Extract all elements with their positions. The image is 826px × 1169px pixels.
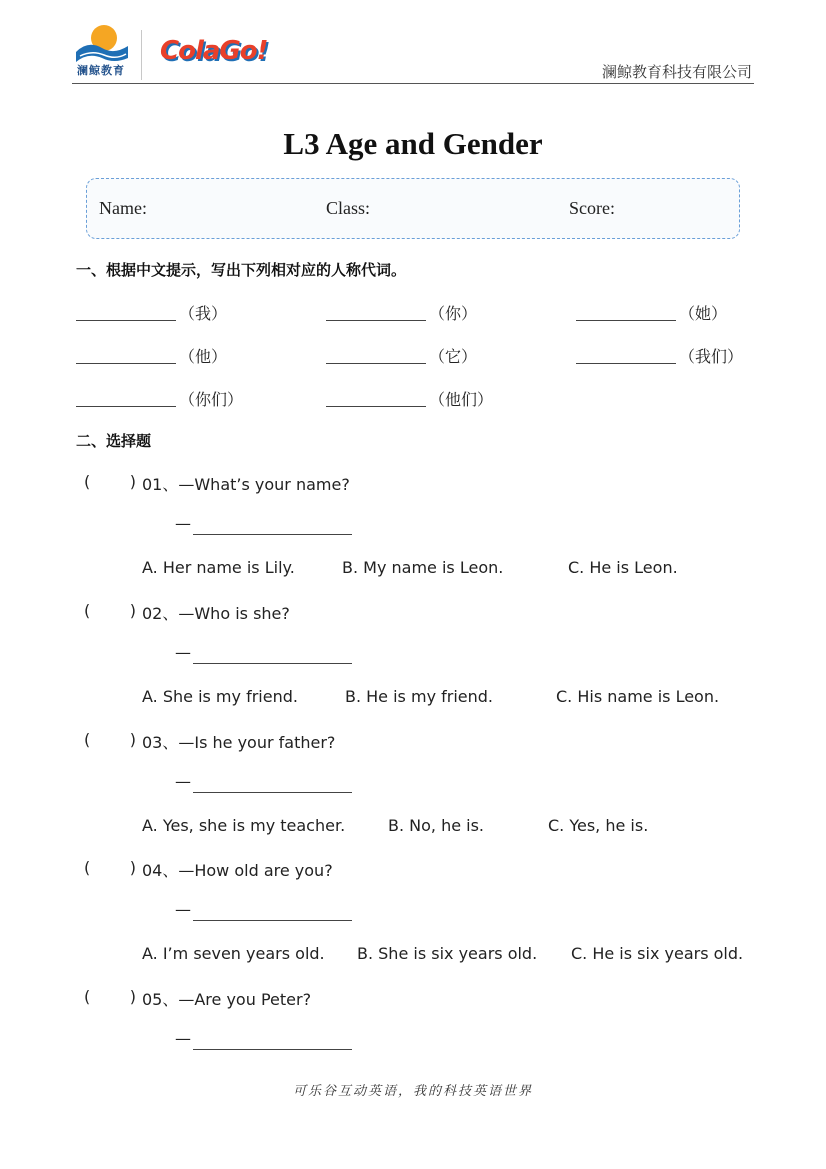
colago-logo-text: ColaGo! [160,36,268,66]
company-name: 澜鲸教育科技有限公司 [601,63,752,81]
pronoun-hint: （你） [429,304,478,323]
pronoun-hint: （他们） [429,390,494,409]
bracket-close: ) [129,730,136,749]
name-field-label[interactable]: Name: [99,198,147,218]
bracket-close: ) [129,858,136,877]
answer-bracket[interactable] [84,601,136,620]
option-c: C. Yes, he is. [548,816,649,835]
pronoun-blank[interactable] [76,406,176,407]
option-c: C. He is six years old. [571,944,744,963]
lanjing-logo-text: 澜鲸教育 [77,64,125,77]
pronoun-hint: （我） [179,304,228,323]
footer-slogan: 可乐谷互动英语，我的科技英语世界 [292,1084,533,1099]
answer-dash: — [175,514,191,533]
answer-line[interactable] [193,534,352,535]
pronoun-hint: （我们） [679,347,744,366]
question-stem: 03、—Is he your father? [142,733,336,752]
pronoun-hint: （你们） [179,390,244,409]
pronoun-blank[interactable] [76,363,176,364]
answer-bracket[interactable] [84,987,136,1006]
pronoun-blank[interactable] [576,320,676,321]
option-a: A. Her name is Lily. [142,558,295,577]
question-stem: 04、—How old are you? [142,861,333,880]
option-a: A. I’m seven years old. [142,944,325,963]
bracket-open: ( [84,730,91,749]
section2-heading: 二、选择题 [76,432,152,450]
pronoun-blank[interactable] [326,320,426,321]
option-c: C. He is Leon. [568,558,678,577]
answer-dash: — [175,643,191,662]
answer-line[interactable] [193,920,352,921]
section1-heading: 一、根据中文提示，写出下列相对应的人称代词。 [76,261,407,279]
header-rule [72,83,754,84]
pronoun-blank[interactable] [326,363,426,364]
bracket-open: ( [84,472,91,491]
class-field-label[interactable]: Class: [326,198,371,218]
pronoun-blank[interactable] [326,406,426,407]
pronoun-blank[interactable] [576,363,676,364]
option-b: B. He is my friend. [345,687,493,706]
answer-dash: — [175,1029,191,1048]
option-a: A. She is my friend. [142,687,298,706]
answer-line[interactable] [193,792,352,793]
question-stem: 02、—Who is she? [142,604,290,623]
answer-line[interactable] [193,663,352,664]
header-divider [141,30,142,80]
pronoun-hint: （他） [179,347,228,366]
page-title: L3 Age and Gender [283,126,543,161]
pronoun-hint: （它） [429,347,478,366]
option-a: A. Yes, she is my teacher. [142,816,346,835]
option-c: C. His name is Leon. [556,687,720,706]
option-b: B. She is six years old. [357,944,538,963]
bracket-close: ) [129,601,136,620]
lanjing-logo [74,22,130,80]
bracket-open: ( [84,858,91,877]
score-field-label[interactable]: Score: [569,198,615,218]
bracket-open: ( [84,601,91,620]
student-info-box [86,178,740,239]
answer-bracket[interactable] [84,472,136,491]
answer-dash: — [175,900,191,919]
option-b: B. No, he is. [388,816,485,835]
answer-bracket[interactable] [84,730,136,749]
bracket-close: ) [129,987,136,1006]
question-stem: 05、—Are you Peter? [142,990,312,1009]
bracket-close: ) [129,472,136,491]
question-stem: 01、—What’s your name? [142,475,350,494]
answer-dash: — [175,772,191,791]
colago-logo [158,32,268,76]
option-b: B. My name is Leon. [342,558,504,577]
answer-line[interactable] [193,1049,352,1050]
answer-bracket[interactable] [84,858,136,877]
pronoun-hint: （她） [679,304,728,323]
bracket-open: ( [84,987,91,1006]
pronoun-blank[interactable] [76,320,176,321]
